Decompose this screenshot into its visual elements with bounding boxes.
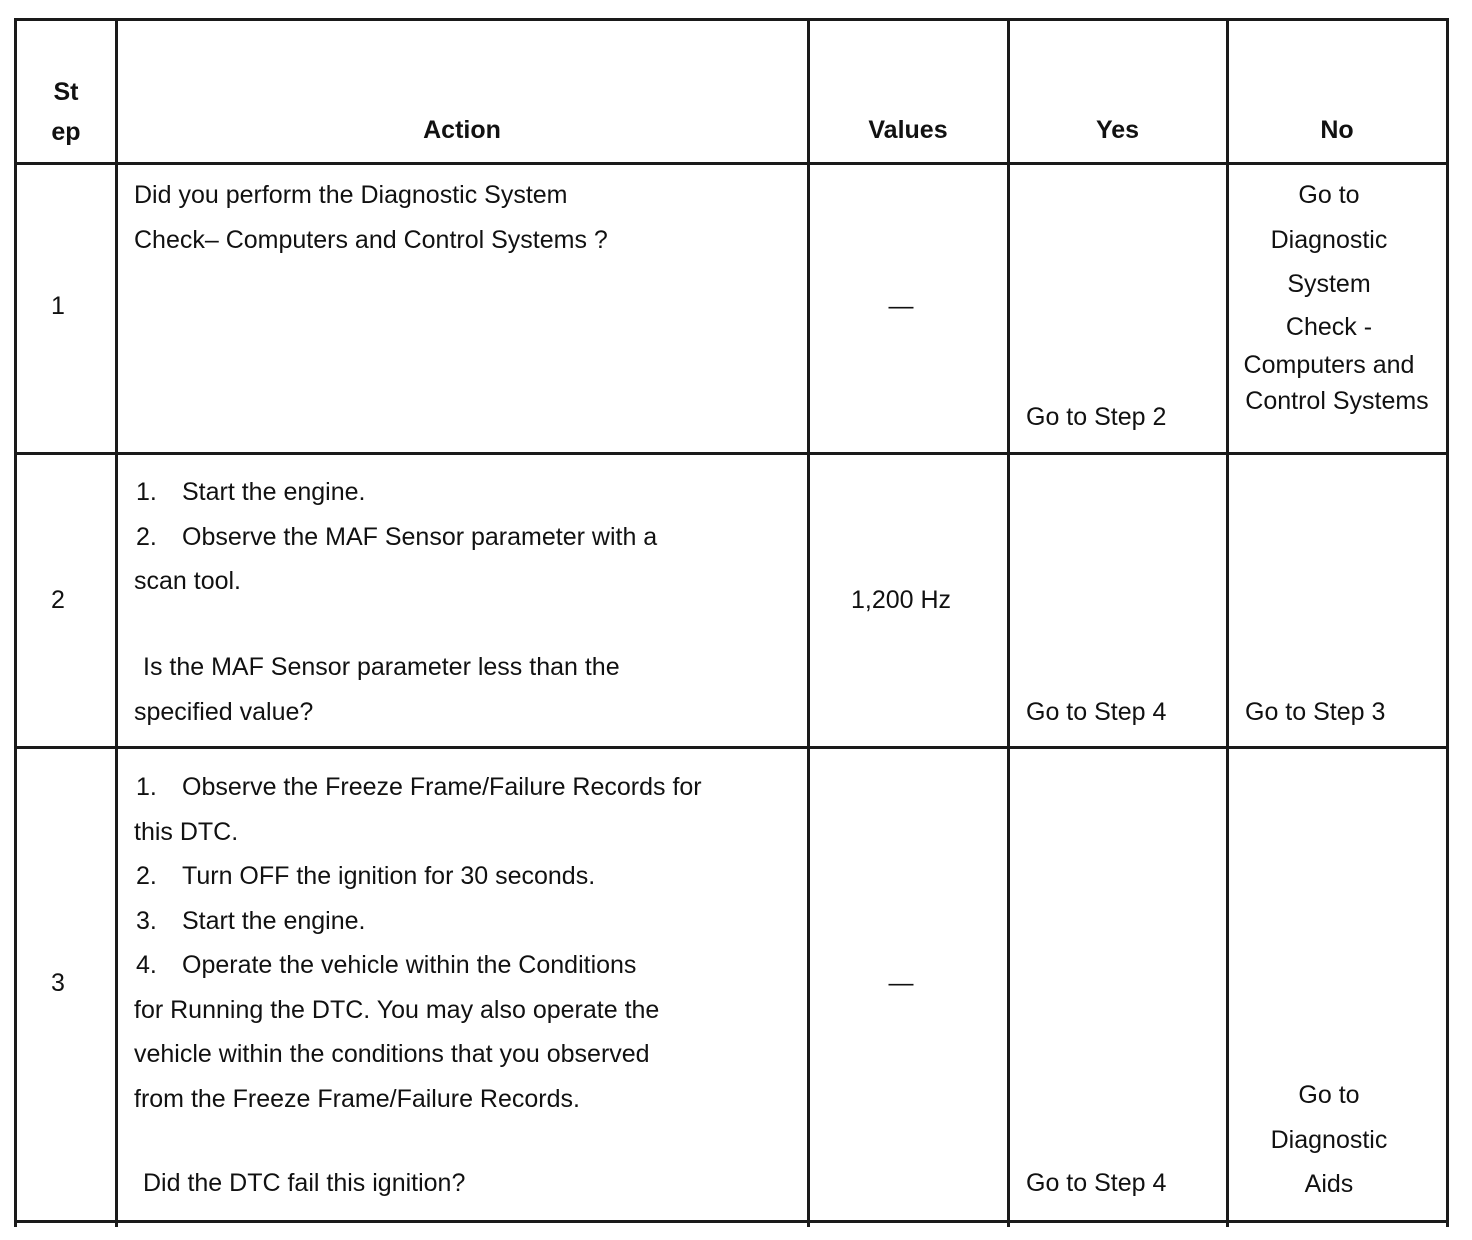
diagnostic-table [14,18,1448,1223]
row2-question-line: Is the MAF Sensor parameter less than the [143,653,620,681]
row-divider-1 [14,452,1448,455]
item-number: 2. [136,522,157,551]
row3-action-item: this DTC. [134,817,239,846]
row1-yes: Go to Step 2 [1026,403,1167,431]
row1-no-line: Check - [1285,312,1373,341]
item-number: 1. [136,478,157,506]
item-text: Observe the MAF Sensor parameter with a [182,522,658,551]
item-text: Turn OFF the ignition for 30 seconds. [182,862,596,890]
row3-action-continuation: for Running the DTC. You may also operate the [134,995,660,1024]
row1-action-line: Check– Computers and Control Systems ? [134,225,608,254]
row3-step: 3 [51,969,65,997]
row1-no-line: Diagnostic [1270,225,1388,254]
table-border-bottom [14,1220,1448,1223]
item-number: 3. [136,906,157,935]
header-divider [14,162,1448,165]
header-action: Action [423,116,501,144]
row3-question: Did the DTC fail this ignition? [143,1169,466,1197]
row2-action-continuation: scan tool. [134,567,242,595]
item-text: Start the engine. [182,906,366,935]
row1-step: 1 [51,292,65,320]
row-divider-2 [14,746,1448,749]
table-border-left [14,18,17,1227]
header-yes: Yes [1095,116,1140,144]
row3-action-item [134,899,702,944]
header-no: No [1320,116,1354,144]
table-border-right [1446,18,1449,1227]
item-text: Observe the Freeze Frame/Failure Records for [182,773,702,801]
item-number: 2. [136,862,157,890]
row3-action-continuation: from the Freeze Frame/Failure Records. [134,1084,580,1113]
row1-no-line: System [1287,270,1371,298]
row2-question-line: specified value? [134,697,314,726]
row1-action [134,173,608,262]
row2-action-item [134,515,657,560]
row2-step: 2 [51,586,65,614]
row1-no [1229,173,1429,419]
col-divider-step [115,18,118,1227]
row1-no-line: Computers and [1243,350,1415,379]
row3-no [1229,1073,1429,1207]
item-number: 4. [136,951,157,979]
row3-no-line: Aids [1304,1170,1354,1198]
row3-no-line: Go to [1298,1081,1360,1109]
row2-yes: Go to Step 4 [1026,698,1167,726]
row3-no-line: Diagnostic [1270,1125,1388,1154]
row2-value: 1,200 Hz [850,586,952,614]
row1-action-line: Did you perform the Diagnostic System [134,181,568,209]
row1-value: — [888,292,914,320]
row3-action-continuation: vehicle within the conditions that you observed [134,1040,650,1068]
item-text: Start the engine. [182,478,366,506]
header-step-line-1: St [53,78,79,106]
header-step [18,72,114,152]
row3-action-item [134,765,702,810]
row1-no-line: Control Systems [1245,386,1429,415]
col-divider-values [1007,18,1010,1227]
row2-action [134,470,657,604]
row3-action-item [134,943,702,988]
col-divider-action [807,18,810,1227]
row1-no-line: Go to [1298,181,1360,209]
header-step-line-2: ep [51,118,81,146]
row2-no: Go to Step 3 [1245,698,1386,726]
item-number: 1. [136,773,157,801]
header-values: Values [868,116,948,144]
row3-action-item [134,854,702,899]
row3-value: — [888,969,914,997]
row2-action-item [134,470,657,515]
table-border-top [14,18,1448,21]
row3-yes: Go to Step 4 [1026,1169,1167,1197]
item-text: Operate the vehicle within the Conditions [182,951,637,979]
row2-question [134,645,620,734]
row3-action [134,765,702,1121]
